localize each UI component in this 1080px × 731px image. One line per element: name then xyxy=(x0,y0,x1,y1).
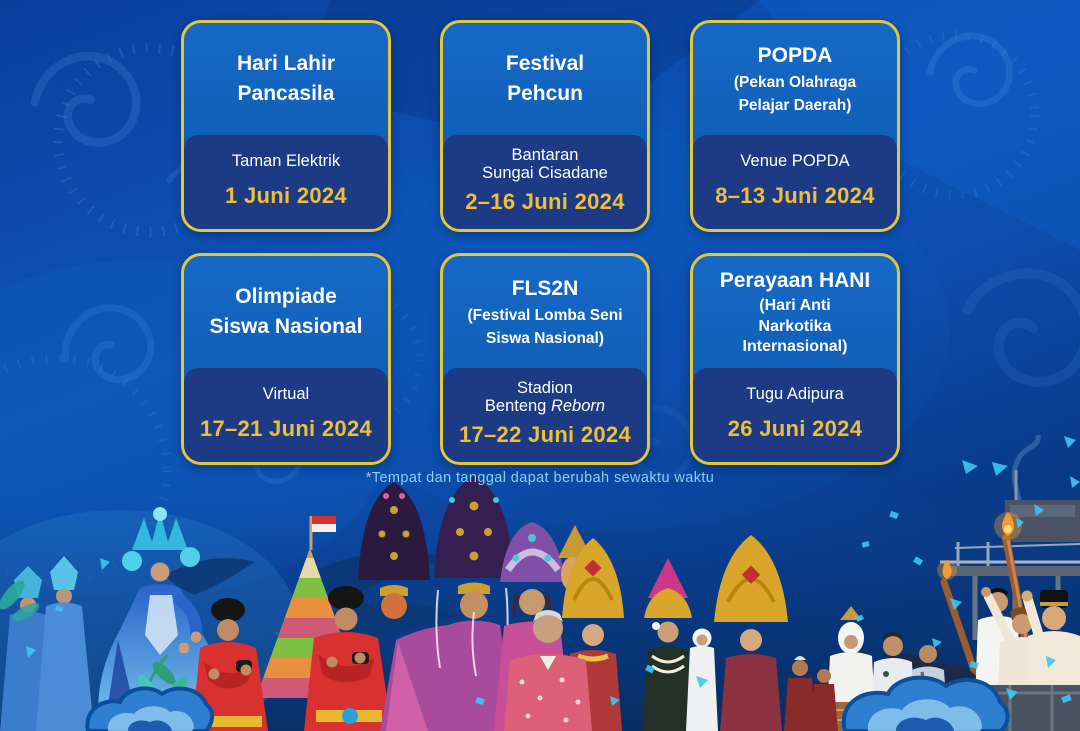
event-card-olimpiade-siswa-nasional xyxy=(181,253,391,465)
event-subtitle-line: Narkotika xyxy=(758,317,832,335)
event-date: 17–22 Juni 2024 xyxy=(458,421,632,447)
event-subtitle-line: (Hari Anti xyxy=(759,296,831,314)
event-title-line: FLS2N xyxy=(511,276,579,300)
event-subtitle-line: (Pekan Olahraga xyxy=(733,73,857,91)
event-title-line: Pehcun xyxy=(507,82,583,105)
event-subtitle-line: (Festival Lomba Seni xyxy=(467,306,623,324)
event-subtitle-line: Pelajar Daerah) xyxy=(738,96,852,114)
venue-line: Benteng Reborn xyxy=(484,397,606,416)
venue-panel xyxy=(443,135,647,229)
event-subtitle-line: Siswa Nasional) xyxy=(485,329,604,347)
venue-line: Bantaran xyxy=(511,146,579,165)
event-card-fls2n xyxy=(440,253,650,465)
venue-panel xyxy=(443,368,647,462)
event-venue xyxy=(482,146,608,183)
event-title-line: Pancasila xyxy=(237,82,335,105)
event-card-popda xyxy=(690,20,900,232)
event-card-festival-pehcun xyxy=(440,20,650,232)
event-title-line: Hari Lahir xyxy=(236,52,336,76)
event-venue: Tugu Adipura xyxy=(746,385,844,404)
event-venue: Taman Elektrik xyxy=(231,152,341,171)
event-date: 1 Juni 2024 xyxy=(225,182,347,208)
venue-line: Stadion xyxy=(517,379,573,398)
event-title-line: Siswa Nasional xyxy=(209,315,363,338)
disclaimer-footnote: *Tempat dan tanggal dapat berubah sewaktu waktu xyxy=(365,470,715,486)
venue-panel xyxy=(184,368,388,462)
event-venue: Venue POPDA xyxy=(740,152,850,171)
event-subtitle-line: Internasional) xyxy=(742,338,848,356)
indonesia-flag xyxy=(312,516,336,532)
event-date: 2–16 Juni 2024 xyxy=(465,188,625,214)
event-card-perayaan-hani xyxy=(690,253,900,465)
event-title xyxy=(184,23,388,135)
event-title-line: Perayaan HANI xyxy=(719,268,871,292)
event-venue xyxy=(485,379,605,416)
event-title xyxy=(693,256,897,368)
event-title xyxy=(443,23,647,135)
event-title-line: Olimpiade xyxy=(235,285,337,309)
event-venue: Virtual xyxy=(262,385,310,404)
venue-italic: Reborn xyxy=(550,397,606,416)
event-title xyxy=(443,256,647,368)
event-title xyxy=(693,23,897,135)
event-date: 17–21 Juni 2024 xyxy=(199,415,373,441)
venue-panel xyxy=(693,135,897,229)
event-date: 8–13 Juni 2024 xyxy=(715,182,875,208)
event-title-line: POPDA xyxy=(757,43,833,67)
venue-line: Sungai Cisadane xyxy=(482,164,608,183)
venue-panel xyxy=(184,135,388,229)
event-title-line: Festival xyxy=(505,52,585,76)
event-card-hari-lahir-pancasila xyxy=(181,20,391,232)
event-title xyxy=(184,256,388,368)
venue-panel xyxy=(693,368,897,462)
event-date: 26 Juni 2024 xyxy=(727,415,863,441)
